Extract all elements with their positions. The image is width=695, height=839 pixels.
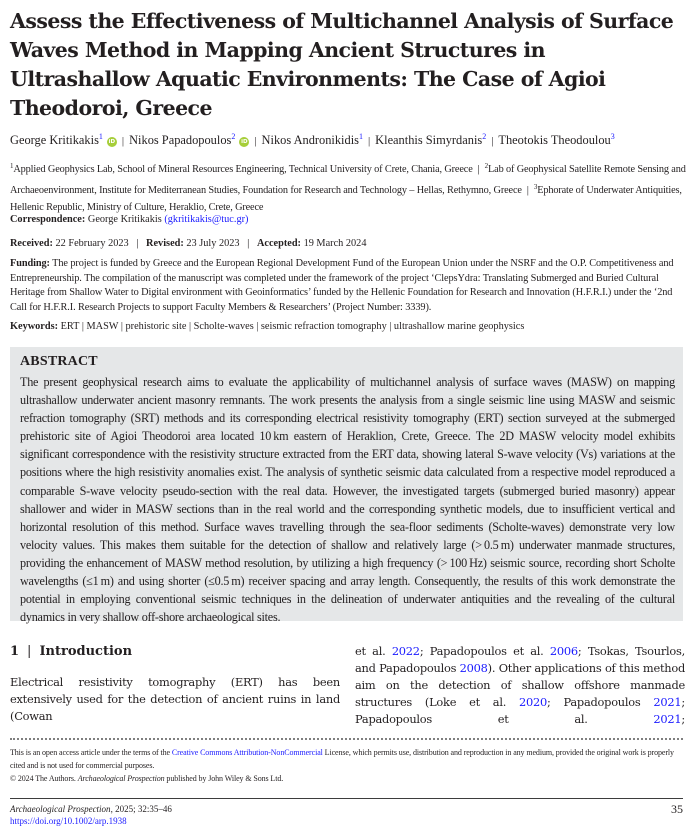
section-number: 1 (10, 644, 20, 659)
separator: | (254, 135, 257, 147)
separator: | (491, 135, 494, 147)
affiliation-number: 1 (10, 162, 14, 170)
separator: | (477, 163, 480, 175)
revised-label: Revised: (146, 238, 184, 249)
journal-citation (10, 803, 172, 815)
author-name[interactable]: George Kritikakis (10, 133, 99, 147)
citation-year-link[interactable]: 2006 (549, 644, 578, 658)
section-heading (10, 644, 132, 659)
abstract-text: The present geophysical research aims to evaluate the applicability of multichannel analysis of surface waves (MASW) on mapping ultrashallow underwater ancient masonry remnants. The work presents the analysis from a single seismic line using MASW and seismic refraction tomography (SRT) methods and its corresponding electrical resistivity tomography (ERT) section surveyed at the submerged prehistoric site of Agioi Theodoroi area located 10 km eastern of Heraklion, Crete, Greece. The 2D MASW velocity model exhibits significant correspondence with the resistivity structure extracted from the ERT data, showing lateral S-wave velocity (Vs) variations at the positions where the high resistivity anomalies exist. The analysis of synthetic seismic data calculated from a respective model reproduced a comparable S-wave velocity pseudo-section with the real data. However, the investigated targets (submerged buried masonry) appear shallower and wider in MASW sections than in the real world and the corresponding synthetic models, due to insufficient vertical and horizontal resolution of this method. Surface waves travelling through the sea-floor sediments (Scholte-waves) demonstrate very low velocity values. This makes them suitable for the detection of shallow and relatively large (> 0.5 m) underwater manmade structures, providing the enhancement of MASW method resolution, by utilizing a high frequency (> 100 Hz) seismic source, recording short Scholte wavelengths (≤1 m) and using shorter (≤0.5 m) receiver spacing and array length. Consequently, the results of this work demonstrate the potential in employing conventional seismic techniques in the delineation of underwater antiquities and the revealing of the cultural dynamics in very shallow off-shore archaeological sites. (20, 375, 675, 625)
affiliation-number: 2 (484, 162, 489, 170)
author-affiliation-number: 2 (482, 132, 487, 141)
author-name[interactable]: Nikos Andronikidis (261, 133, 359, 147)
correspondence-email-link[interactable]: (gkritikakis@tuc.gr) (164, 214, 249, 225)
intro-column-right (355, 643, 685, 728)
received-date: 22 February 2023 (55, 238, 129, 249)
journal-volume: , 2025; 32:35–46 (110, 804, 172, 814)
orcid-icon[interactable]: iD (241, 139, 248, 145)
copyright-journal: Archaeological Prospection (77, 774, 165, 783)
intro-column-left (10, 674, 340, 725)
correspondence-name: George Kritikakis (87, 214, 162, 225)
dotted-divider (10, 738, 683, 740)
citation-year-link[interactable]: 2022 (391, 644, 420, 658)
license-notice (10, 746, 690, 785)
article-dates (10, 236, 366, 251)
accepted-label: Accepted: (256, 238, 301, 249)
section-title: Introduction (39, 644, 133, 659)
author-affiliation-number: 1 (98, 132, 103, 141)
funding-statement (10, 257, 690, 315)
intro-text: ; Papadopoulos (547, 695, 654, 709)
abstract-heading: ABSTRACT (20, 354, 98, 369)
separator: | (247, 237, 250, 249)
orcid-icon[interactable]: iD (108, 139, 116, 145)
affiliation-text: Lab of Geophysical Satellite Remote Sensing and Archaeoenvironment, Institute for Mediterranean Studies, Foundation for Research and Technology – Hellas, Rethymno, Greece (10, 164, 686, 196)
author-affiliation-number: 1 (358, 132, 363, 141)
citation-year-link[interactable]: 2008 (459, 661, 488, 675)
citation-year-link[interactable]: 2020 (519, 695, 547, 709)
separator: | (526, 183, 529, 196)
author-name[interactable]: Nikos Papadopoulos (129, 133, 232, 147)
funding-label: Funding: (10, 258, 50, 269)
separator: | (27, 644, 32, 659)
citation-year-link[interactable]: 2021 (653, 695, 682, 709)
intro-text: ; Tsokas, Tsourlos, and Papadopoulos (355, 644, 686, 675)
separator: | (136, 237, 139, 249)
affiliation-text: Applied Geophysics Lab, School of Mineral Resources Engineering, Technical University of Crete, Chania, Greece (13, 164, 473, 175)
accepted-date: 19 March 2024 (303, 238, 367, 249)
abstract-box (10, 347, 683, 625)
intro-text: ; (681, 712, 685, 726)
funding-text: The project is funded by Greece and the European Regional Development Fund of the European Union under the NSRF and the O.P. Competitiveness and Entrepreneurship. The compilation of the manuscript was completed under the framework of the project ‘ClepsYdra: Translating Submerged and Buried Cultural Heritage from Shallow Water to Digital environment with Geoinformatics’ funded by the Hellenic Foundation for Research and Innovation (H.F.R.I.) under the ‘2nd Call for H.F.R.I. Research Projects to support Faculty Members & Researchers’ (Project Number: 3339). (10, 258, 674, 313)
keywords-label: Keywords: (10, 321, 59, 332)
footer-divider (10, 798, 683, 799)
citation-year-link[interactable]: 2021 (653, 712, 682, 726)
intro-text: et al. (355, 644, 392, 658)
doi-link[interactable]: https://doi.org/10.1002/arp.1938 (10, 816, 127, 826)
correspondence (10, 213, 248, 227)
author-name[interactable]: Kleanthis Simyrdanis (375, 133, 483, 147)
copyright-pre: © 2024 The Authors. (10, 774, 78, 783)
received-label: Received: (10, 238, 53, 249)
separator: | (121, 135, 125, 147)
license-link[interactable]: Creative Commons Attribution-NonCommercial (171, 748, 323, 757)
revised-date: 23 July 2023 (186, 238, 240, 249)
license-text-pre: This is an open access article under the terms of the (10, 748, 172, 757)
affiliation-number: 3 (533, 182, 538, 191)
copyright-post: published by John Wiley & Sons Ltd. (164, 774, 284, 783)
license-text-post: License, which permits use, distribution and reproduction in any medium, provided the original work is properly cited and is not used for commercial purposes. (10, 748, 674, 770)
affiliations (10, 158, 688, 217)
author-list (10, 129, 690, 149)
separator: | (367, 135, 371, 147)
affiliation-text: Ephorate of Underwater Antiquities, Hellenic Republic, Ministry of Culture, Heraklio, Crete, Greece (10, 184, 682, 213)
intro-text: ). Other applications of this method aim on the detection of shallow offshore manmade structures (Loke et al. (355, 661, 686, 709)
intro-text: ; Papadopoulos et al. (419, 644, 550, 658)
intro-text: ; Papadopoulos et al. (355, 695, 685, 726)
author-affiliation-number: 2 (231, 132, 236, 141)
keywords (10, 320, 524, 334)
intro-text: Electrical resistivity tomography (ERT) has been extensively used for the detection of ancient ruins in land (Cowan (10, 675, 340, 723)
page-number: 35 (671, 802, 683, 816)
author-affiliation-number: 3 (610, 132, 615, 141)
correspondence-label: Correspondence: (10, 214, 86, 225)
journal-name: Archaeological Prospection (10, 804, 111, 814)
author-name[interactable]: Theotokis Theodoulou (498, 133, 611, 147)
keywords-text: ERT | MASW | prehistoric site | Scholte-waves | seismic refraction tomography | ultrashallow marine geophysics (60, 321, 525, 332)
article-title: Assess the Effectiveness of Multichannel Analysis of Surface Waves Method in Mapping Ancient Structures in Ultrashallow Aquatic Environments: The Case of Agioi Theodoroi, Greece (10, 9, 674, 120)
